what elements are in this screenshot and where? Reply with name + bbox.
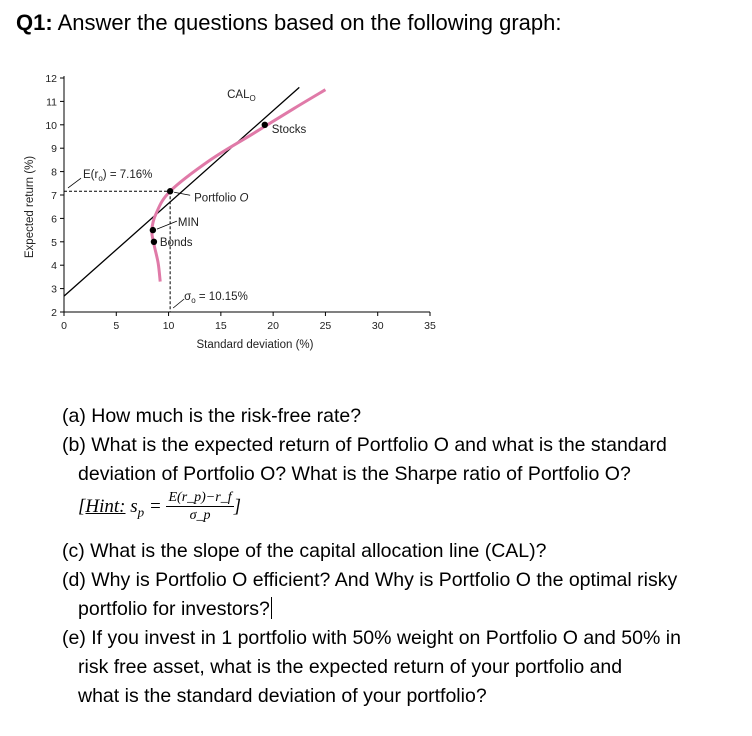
question-e-line1: (e) If you invest in 1 portfolio with 50% weight on Portfolio O and 50% in [62,627,681,649]
question-b-line1: (b) What is the expected return of Portfolio O and what is the standard [62,434,667,456]
y-tick-label: 10 [45,119,57,132]
x-tick-label: 20 [267,320,279,332]
point-bonds [151,239,157,245]
y-tick-label: 5 [51,236,57,249]
question-c: (c) What is the slope of the capital allocation line (CAL)? [62,540,547,562]
y-tick-label: 8 [51,166,57,179]
question-d-line2 [78,595,272,624]
x-tick-label: 30 [371,320,384,332]
y-axis-label: Expected return (%) [24,155,36,259]
y-tick-label: 11 [46,96,57,109]
y-tick-label: 6 [51,213,57,226]
sigma-value: = 10.15% [195,291,248,303]
question-title [16,10,561,36]
portfolio-o-label [194,192,248,204]
question-d-line1: (d) Why is Portfolio O efficient? And Why is Portfolio O the optimal risky [62,569,678,591]
fraction-denominator: σ_p [189,508,211,523]
chart-points [150,122,268,245]
text-cursor [271,597,272,619]
point-min [150,227,156,233]
portfolio-o-label-o: O [239,192,249,205]
cal-label-text: CAL [227,88,250,101]
question-a: (a) How much is the risk-free rate? [62,405,362,427]
expected-return-text: E(r [83,169,99,182]
sigma-annotation [184,291,248,305]
hint-equals: = [144,495,167,517]
expected-return-leader [68,178,81,188]
portfolio-o-leader [174,192,190,195]
y-tick-label: 3 [51,283,57,296]
sigma-leader [173,299,184,308]
expected-return-sub: o [98,174,103,184]
min-leader [157,221,177,229]
x-axis-label: Standard deviation (%) [196,339,314,351]
sigma-symbol: σ [184,291,192,303]
expected-return-annotation [83,169,152,183]
y-tick-label: 12 [45,73,57,85]
expected-return-value: ) = 7.16% [102,169,153,182]
sharpe-hint [78,490,241,527]
point-stocks [262,122,268,128]
cal-label [227,89,256,103]
hint-lhs: s [125,495,138,517]
question-number: Q1: [16,10,53,35]
hint-lhs-sub: p [137,504,145,520]
question-e-line2: risk free asset, what is the expected return of your portfolio and [78,656,623,678]
x-tick-label: 15 [215,320,227,332]
y-tick-label: 4 [51,260,57,273]
cal-label-sub: O [249,93,256,103]
portfolio-o-label-text: Portfolio [194,192,240,205]
min-label: MIN [177,217,199,230]
question-b-line2: deviation of Portfolio O? What is the Sharpe ratio of Portfolio O? [78,463,631,485]
efficient-frontier-curve [152,90,326,282]
hint-label: [Hint: [78,495,126,517]
x-tick-label: 35 [424,320,436,332]
stocks-label: Stocks [271,123,307,136]
y-tick-label: 9 [51,143,57,156]
sharpe-fraction [166,490,233,525]
x-tick-label: 10 [162,320,175,332]
point-portfolio-o [167,188,173,194]
fraction-numerator: E(r_p)−r_f [168,490,232,505]
y-tick-label: 7 [51,190,57,202]
question-d-line2-text: portfolio for investors? [78,598,270,620]
graph [0,60,470,360]
question-title-text: Answer the questions based on the following graph: [52,10,562,35]
x-tick-label: 0 [61,320,67,332]
x-tick-label: 5 [113,320,120,332]
sigma-sub: o [191,296,196,305]
y-tick-label: 2 [51,307,57,319]
hint-close: ] [233,495,241,517]
x-tick-label: 25 [319,320,332,332]
question-e-line3: what is the standard deviation of your portfolio? [78,685,487,707]
bonds-label: Bonds [159,236,193,249]
